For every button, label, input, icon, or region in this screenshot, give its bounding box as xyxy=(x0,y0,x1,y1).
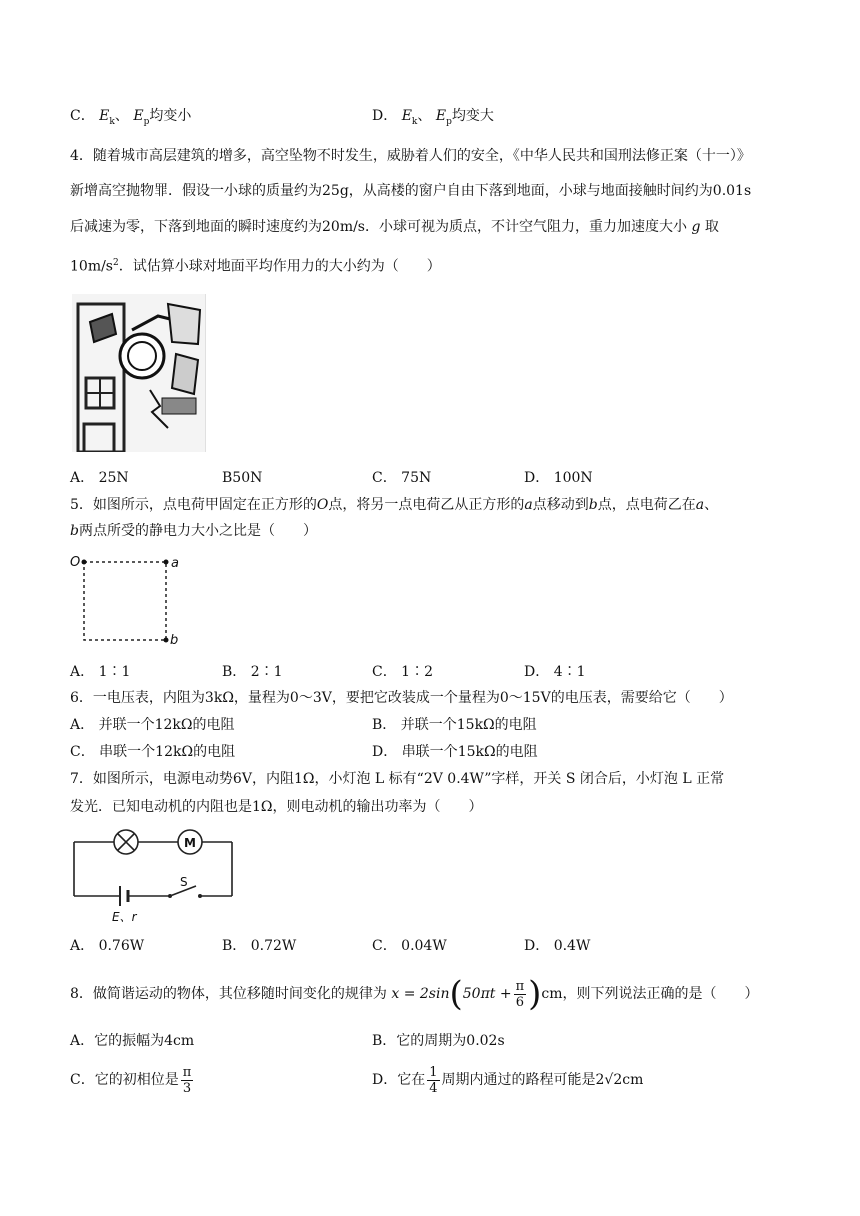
label-a: a xyxy=(171,556,179,571)
q7-option-a[interactable]: A． 0.76W xyxy=(70,938,145,954)
switch-label: S xyxy=(180,875,188,889)
q6-option-a[interactable]: A． 并联一个12kΩ的电阻 xyxy=(70,717,235,733)
q4-building-illustration xyxy=(72,294,206,452)
q5-option-b[interactable]: B． 2∶1 xyxy=(222,664,283,680)
q4-option-d[interactable]: D． 100N xyxy=(524,470,593,486)
q5-square-diagram xyxy=(70,552,190,648)
q5-stem-line-1: 5．如图所示，点电荷甲固定在正方形的O点，将另一点电荷乙从正方形的a点移动到b点，点电荷乙在a、 xyxy=(70,497,719,513)
q7-stem-line-2: 发光．已知电动机的内阻也是1Ω，则电动机的输出功率为（ ） xyxy=(70,799,483,815)
q8-option-a[interactable]: A．它的振幅为4cm xyxy=(70,1033,195,1049)
q4-option-c[interactable]: C． 75N xyxy=(372,470,432,486)
label-o: O xyxy=(70,555,81,570)
q4-stem-line-2: 新增高空抛物罪．假设一小球的质量约为25g，从高楼的窗户自由下落到地面，小球与地面接触时间约为0.01s xyxy=(70,183,752,199)
q5-option-c[interactable]: C． 1∶2 xyxy=(372,664,433,680)
q8-option-d[interactable]: D．它在 $\frac{1}{4}$ 周期内通过的路程可能是2√2cm xyxy=(372,1064,644,1096)
motor-label: M xyxy=(184,836,196,850)
q7-option-c[interactable]: C． 0.04W xyxy=(372,938,447,954)
q8-equation: x = 2sin xyxy=(391,986,450,1002)
source-label: E、r xyxy=(112,910,137,924)
q6-stem: 6．一电压表，内阻为3kΩ，量程为0～3V，要把它改装成一个量程为0～15V的电压表，需要给它（ ） xyxy=(70,690,733,706)
q6-option-d[interactable]: D． 串联一个15kΩ的电阻 xyxy=(372,744,538,760)
q7-stem-line-1: 7．如图所示，电源电动势6V，内阻1Ω，小灯泡 L 标有“2V 0.4W”字样，开关 S 闭合后，小灯泡 L 正常 xyxy=(70,771,725,787)
q3-option-d[interactable]: D． $E_k$、 $E_p$均变大 xyxy=(372,108,494,127)
q8-option-c[interactable]: C．它的初相位是 $\frac{\pi}{3}$ xyxy=(70,1064,192,1096)
q5-stem-line-2: b两点所受的静电力大小之比是（ ） xyxy=(70,523,317,539)
q8-stem: 8．做简谐运动的物体，其位移随时间变化的规律为 x = 2sin(50πt + $\frac{\pi}{6}$ )cm，则下列说法正确的是（ ） xyxy=(70,974,759,1014)
q7-option-b[interactable]: B． 0.72W xyxy=(222,938,297,954)
q6-option-b[interactable]: B． 并联一个15kΩ的电阻 xyxy=(372,717,537,733)
q7-circuit-diagram xyxy=(70,826,236,924)
q4-stem-line-1: 4．随着城市高层建筑的增多，高空坠物不时发生，威胁着人们的安全，《中华人民共和国刑法修正案（十一）》 xyxy=(70,148,751,164)
q7-option-d[interactable]: D． 0.4W xyxy=(524,938,591,954)
q5-option-a[interactable]: A． 1∶1 xyxy=(70,664,131,680)
q4-stem-line-3: 后减速为零，下落到地面的瞬时速度约为20m/s．小球可视为质点，不计空气阻力，重力加速度大小 g 取 xyxy=(70,219,719,235)
q3-option-c[interactable]: C． $E_k$、 $E_p$均变小 xyxy=(70,108,192,127)
q5-option-d[interactable]: D． 4∶1 xyxy=(524,664,586,680)
q4-stem-line-4: $10m/s^2$．试估算小球对地面平均作用力的大小约为（ ） xyxy=(70,258,441,275)
q4-option-a[interactable]: A． 25N xyxy=(70,470,129,486)
q4-option-b[interactable]: B50N xyxy=(222,470,263,486)
q8-option-b[interactable]: B．它的周期为0.02s xyxy=(372,1033,505,1049)
q6-option-c[interactable]: C． 串联一个12kΩ的电阻 xyxy=(70,744,236,760)
label-b: b xyxy=(170,633,179,648)
